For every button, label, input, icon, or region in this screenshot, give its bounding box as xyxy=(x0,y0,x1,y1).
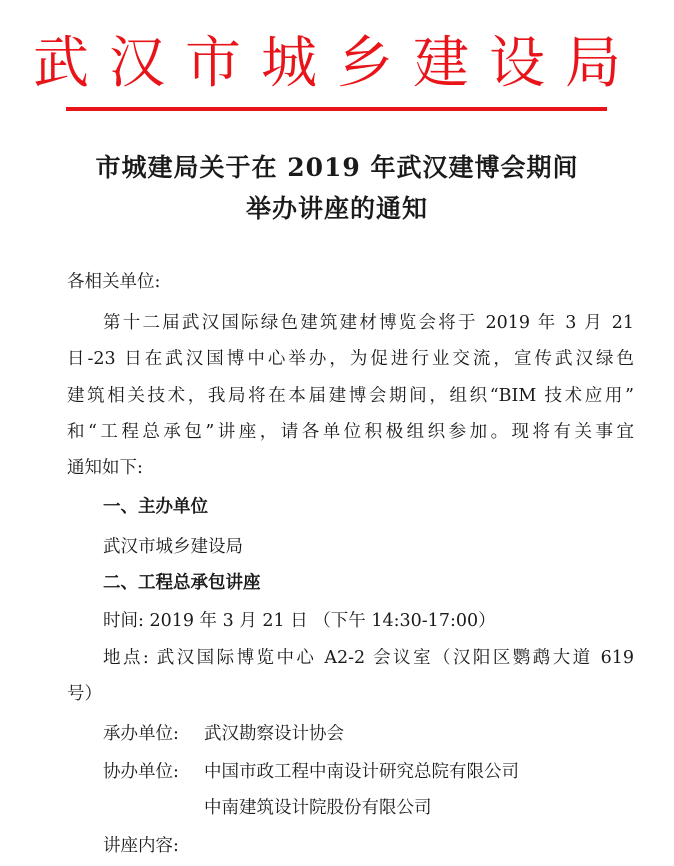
issuer-masthead: 武汉市城乡建设局 xyxy=(33,31,641,96)
intro-line-3: 建筑相关技术，我局将在本届建博会期间，组织“BIM 技术应用” xyxy=(67,386,634,406)
lecture-content-label: 讲座内容: xyxy=(103,836,179,856)
masthead-red-rule xyxy=(66,107,607,111)
lecture-time: 时间: 2019 年 3 月 21 日 （下午 14:30-17:00） xyxy=(103,611,496,631)
intro-line-4: 和“工程总承包”讲座，请各单位积极组织参加。现将有关事宜 xyxy=(67,422,634,442)
organizer-row xyxy=(103,724,634,745)
lecture-location-line1: 地点: 武汉国际博览中心 A2-2 会议室（汉阳区鹦鹉大道 619 xyxy=(103,648,634,668)
intro-line-1: 第十二届武汉国际绿色建筑建材博览会将于 2019 年 3 月 21 xyxy=(103,313,634,333)
organizer-label: 承办单位: xyxy=(103,724,179,744)
intro-line-5: 通知如下: xyxy=(67,458,143,478)
organizer-value: 武汉勘察设计协会 xyxy=(204,724,344,744)
section1-heading: 一、主办单位 xyxy=(103,497,208,517)
intro-line-2: 日-23 日在武汉国博中心举办，为促进行业交流，宣传武汉绿色 xyxy=(67,349,634,369)
co-organizer-row xyxy=(103,762,634,783)
co-organizer-value-2: 中南建筑设计院股份有限公司 xyxy=(204,798,432,818)
notice-title-line1: 市城建局关于在 2019 年武汉建博会期间 xyxy=(95,153,579,182)
notice-title-line2: 举办讲座的通知 xyxy=(245,194,428,223)
section1-content: 武汉市城乡建设局 xyxy=(103,537,243,557)
salutation: 各相关单位: xyxy=(67,272,161,292)
co-organizer-label: 协办单位: xyxy=(103,762,179,782)
lecture-location-line2: 号） xyxy=(67,684,102,704)
co-organizer-value-1: 中国市政工程中南设计研究总院有限公司 xyxy=(204,762,519,782)
section2-heading: 二、工程总承包讲座 xyxy=(103,573,261,593)
